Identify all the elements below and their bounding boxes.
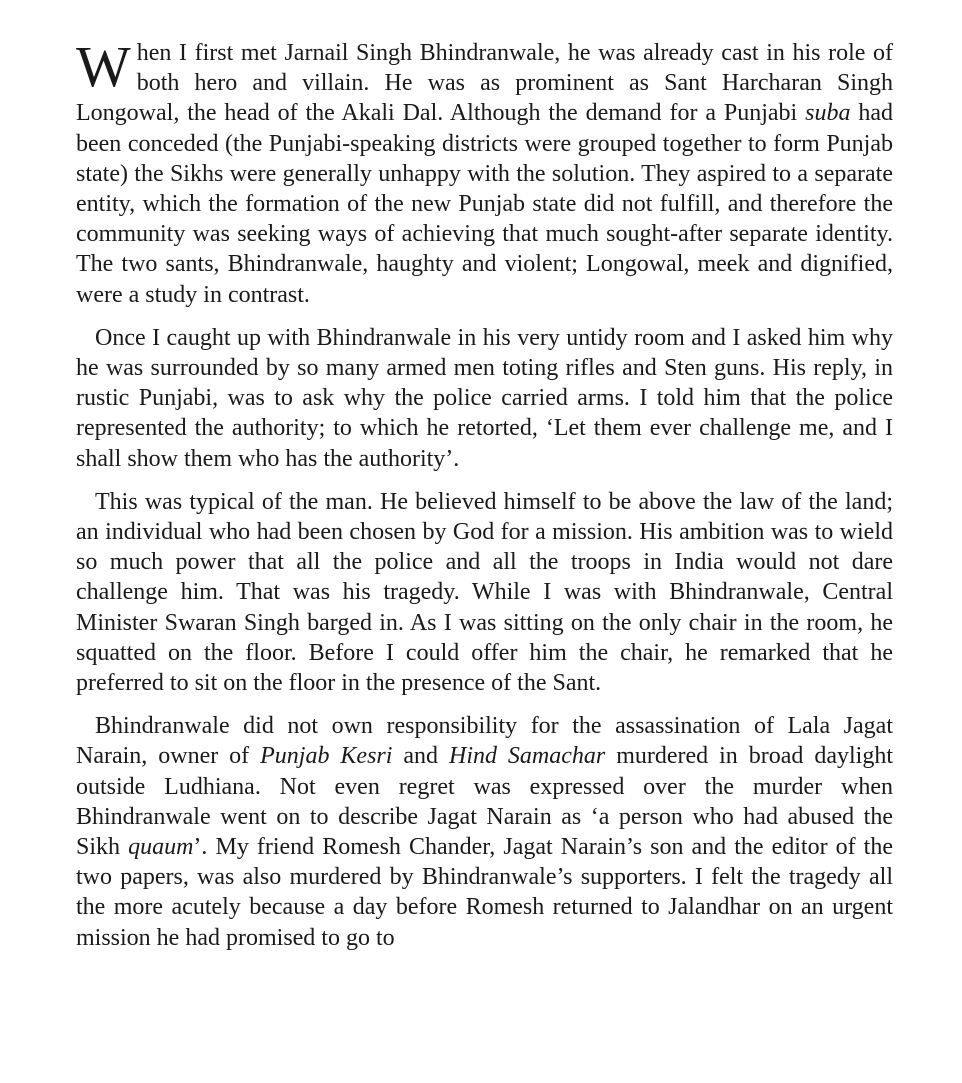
paragraph-text: hen I first met Jarnail Singh Bhindranwale, he was already cast in his role of both hero and villain. He was as prominent as Sant Harcharan Singh Longowal, the head of the Akali Dal. Although the demand for a Punjabi — [76, 40, 893, 127]
paragraph-text: and — [392, 743, 449, 770]
document-page — [76, 34, 893, 966]
paragraph-text: murdered in broad daylight outside Ludhiana. Not even regret was expressed over the murder when Bhindranwale went on to describe Jagat Narain as ‘a person who had abused the Sikh — [76, 743, 893, 861]
paragraph-3: This was typical of the man. He believed himself to be above the law of the land; an individual who had been chosen by God for a mission. His ambition was to wield so much power that all the police and all the troops in India would not dare challenge him. That was his tragedy. While I was with Bhindranwale, Central Minister Swaran Singh barged in. As I was sitting on the only chair in the room, he squatted on the floor. Before I could offer him the chair, he remarked that he preferred to sit on the floor in the presence of the Sant. — [76, 488, 893, 697]
drop-cap: W — [76, 34, 131, 99]
italic-title: Hind Samachar — [448, 743, 606, 770]
paragraph-4 — [76, 711, 893, 953]
paragraph-1 — [76, 34, 893, 310]
paragraph-2: Once I caught up with Bhindranwale in his very untidy room and I asked him why he was surrounded by so many armed men toting rifles and Sten guns. His reply, in rustic Punjabi, was to ask why the police carried arms. I told him that the police represented the authority; to which he retorted, ‘Let them ever challenge me, and I shall show them who has the authority’. — [76, 324, 893, 472]
paragraph-text: had been conceded (the Punjabi-speaking districts were grouped together to form Punjab state) the Sikhs were generally unhappy with the solution. They aspired to a separate entity, which the formation of the new Punjab state did not fulfill, and therefore the community was seeking ways of achieving that much sought-after separate identity. The two sants, Bhindranwale, haughty and violent; Longowal, meek and dignified, were a study in contrast. — [76, 100, 893, 308]
italic-title: Punjab Kesri — [260, 743, 393, 770]
paragraph-text: Bhindranwale did not own responsibility for the assassination of Lala Jagat Narain, owner of — [76, 713, 893, 770]
paragraph-text: ’. My friend Romesh Chander, Jagat Narain’s son and the editor of the two papers, was also murdered by Bhindranwale’s supporters. I felt the tragedy all the more acutely because a day before Romesh returned to Jalandhar on an urgent mission he had promised to go to — [76, 834, 893, 951]
italic-term: quaum — [128, 834, 194, 861]
italic-term: suba — [805, 100, 851, 127]
